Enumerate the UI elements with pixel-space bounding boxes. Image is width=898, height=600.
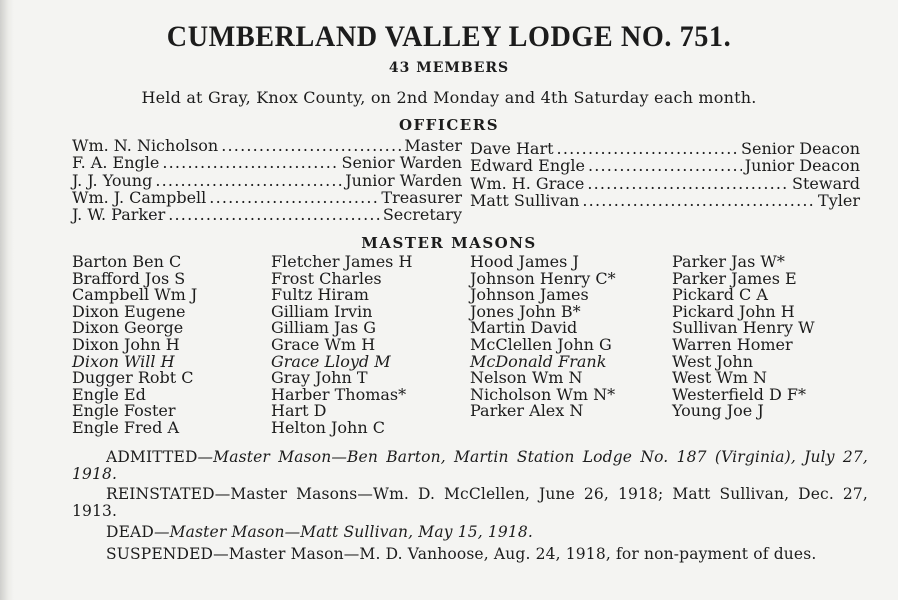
member-name: McDonald Frank [470,351,607,371]
suspended-paragraph [72,546,868,563]
member-name: Parker Alex N [470,401,584,421]
officer-title: Secretary [382,205,462,225]
member-name: Sullivan Henry W [672,318,815,338]
member-name: Warren Homer [672,334,793,354]
member-name: Engle Foster [72,401,176,421]
admitted-label: ADMITTED [106,448,198,466]
officer-row [72,137,462,154]
member-name: Fletcher James H [271,252,413,271]
officer-row [72,189,462,206]
leader-dots [221,137,401,154]
officers-heading: OFFICERS [398,116,500,134]
member-name: Dixon George [72,318,184,338]
reinstated-text: —Master Masons—Wm. D. McClellen, June 26, 1918; Matt Sullivan, Dec. 27, 1913. [72,485,868,520]
suspended-label: SUSPENDED [106,545,214,563]
member-name: Dugger Robt C [72,368,194,388]
member-name: West John [672,351,753,371]
officer-name: J. J. Young [72,170,153,190]
member-name: Young Joe J [672,401,764,421]
reinstated-paragraph [72,486,868,520]
member-name: Johnson James [470,285,589,305]
officer-title: Treasurer [381,187,462,207]
officer-name: J. W. Parker [72,205,166,225]
leader-dots [582,192,815,209]
officer-name: Wm. J. Campbell [72,187,207,207]
leader-dots [557,140,739,157]
leader-dots [588,157,742,174]
member-name: Hart D [271,401,327,421]
officer-name: Wm. N. Nicholson [72,136,219,155]
leader-dots [155,172,342,189]
suspended-text: —Master Mason—M. D. Vanhoose, Aug. 24, 1918, for non-payment of dues. [213,545,817,563]
member-name: Westerfield D F* [672,384,806,404]
member-name: Gilliam Irvin [271,301,373,321]
officer-row [470,140,860,157]
member-name: Helton John C [271,417,385,437]
member-name: Dixon Will H [72,351,175,371]
officer-row [72,206,462,223]
officer-title: Junior Deacon [744,156,860,176]
member-name: Engle Ed [72,384,146,404]
admitted-text: —Master Mason—Ben Barton, Martin Station Lodge No. 187 (Virginia), July 27, 1918. [72,448,868,483]
member-count: 43 MEMBERS [388,60,510,76]
member-name: Barton Ben C [72,252,182,271]
meeting-info: Held at Gray, Knox County, on 2nd Monday and 4th Saturday each month. [141,88,757,107]
officer-row [72,172,462,189]
master-masons-column [470,254,616,420]
master-masons-column [271,254,412,437]
member-name: Campbell Wm J [72,285,198,305]
member-name: Dixon John H [72,334,180,354]
member-name: McClellen John G [470,334,612,354]
officer-row [470,175,860,192]
member-name: Frost Charles [271,268,382,288]
master-masons-column [72,254,197,437]
member-name: Brafford Jos S [72,268,186,288]
leader-dots [162,154,338,171]
officer-row [470,157,860,174]
member-name: Grace Lloyd M [271,351,391,371]
member-name: Nelson Wm N [470,368,583,388]
lodge-title: CUMBERLAND VALLEY LODGE NO. 751. [166,20,732,53]
member-name: Harber Thomas* [271,384,407,404]
master-masons-heading: MASTER MASONS [361,234,537,252]
member-name: Jones John B* [470,301,581,321]
officer-title: Senior Deacon [741,139,860,158]
member-name: Martin David [470,318,578,338]
dead-paragraph [72,524,868,541]
officer-name: Edward Engle [470,156,585,176]
officer-name: Matt Sullivan [470,190,580,210]
member-name: Parker Jas W* [672,252,785,271]
member-name: Johnson Henry C* [470,268,616,288]
officer-name: Wm. H. Grace [470,173,585,193]
member-name: Nicholson Wm N* [470,384,616,404]
member-name: Hood James J [470,252,579,271]
officer-row [470,192,860,209]
leader-dots [209,189,378,206]
officer-title: Master [404,136,462,155]
officer-row [72,154,462,171]
officer-name: Dave Hart [470,139,554,158]
officer-title: Tyler [818,190,860,210]
member-name: Pickard C A [672,285,768,305]
member-name: Pickard John H [672,301,795,321]
officer-title: Junior Warden [345,170,462,190]
leader-dots [168,206,380,223]
officer-title: Senior Warden [341,153,462,173]
member-name: Dixon Eugene [72,301,186,321]
officer-title: Steward [792,173,860,193]
member-name: Engle Fred A [72,417,179,437]
reinstated-label: REINSTATED [106,485,215,503]
member-name: Gilliam Jas G [271,318,377,338]
leader-dots [587,175,789,192]
member-name: West Wm N [672,368,768,388]
member-name: Parker James E [672,268,797,288]
admitted-paragraph [72,449,868,483]
dead-text: —Master Mason—Matt Sullivan, May 15, 1918. [153,523,534,541]
officer-name: F. A. Engle [72,153,160,173]
master-masons-column [672,254,815,420]
member-name: Fultz Hiram [271,285,369,305]
dead-label: DEAD [106,523,154,541]
member-name: Grace Wm H [271,334,376,354]
member-name: Gray John T [271,368,368,388]
